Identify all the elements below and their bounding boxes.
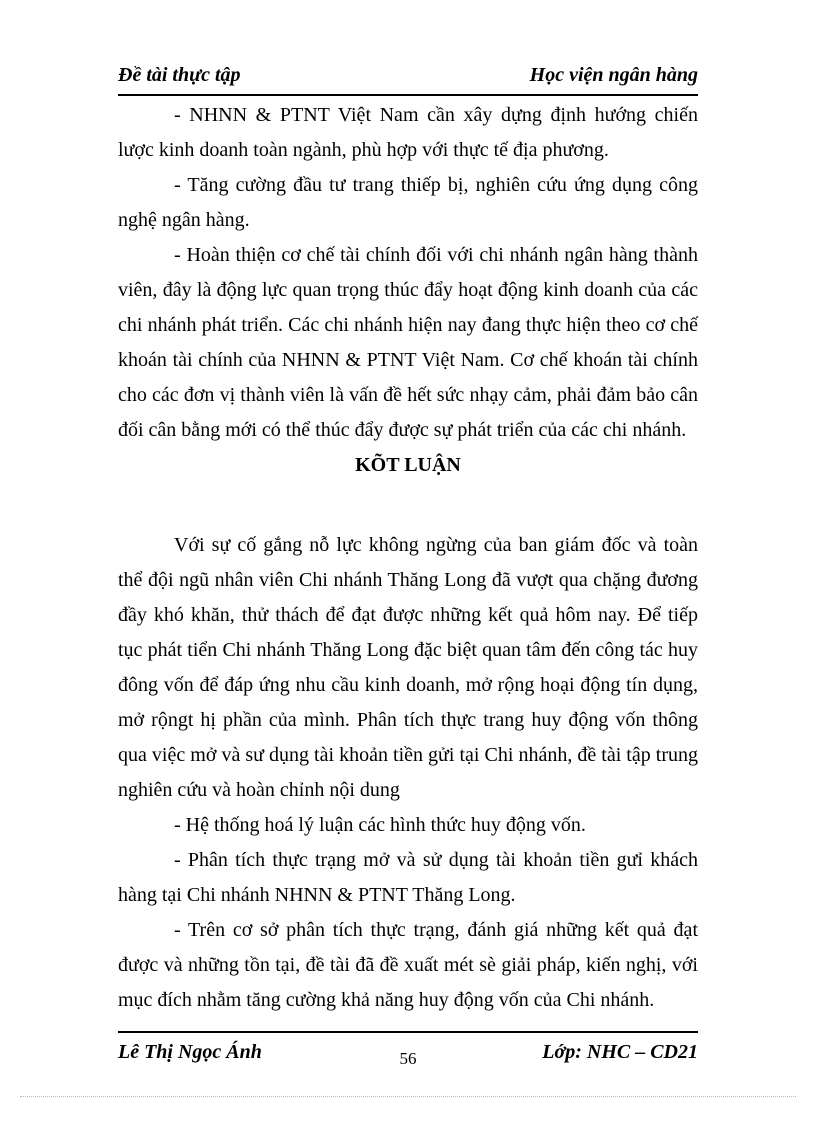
body-paragraph: - NHNN & PTNT Việt Nam cần xây dựng định hướng chiến lược kinh doanh toàn ngành, phù hợp với thực tế địa phương. xyxy=(118,104,698,161)
conclusion-item: - Hệ thống hoá lý luận các hình thức huy động vốn. xyxy=(174,814,586,836)
body-text xyxy=(118,98,698,1018)
body-paragraph: - Tăng cường đầu tư trang thiếp bị, nghiên cứu ứng dụng công nghệ ngân hàng. xyxy=(118,174,698,231)
header-thesis-label: Đề tài thực tập xyxy=(118,64,241,86)
conclusion-item: - Phân tích thực trạng mở và sử dụng tài khoản tiền gưỉ khách hàng tại Chi nhánh NHNN & PTNT Thăng Long. xyxy=(118,849,698,906)
page-number: 56 xyxy=(399,1049,417,1068)
page-header xyxy=(118,64,698,96)
spacer xyxy=(118,496,698,528)
conclusion-heading: KÕT LUẬN xyxy=(355,454,461,476)
body-paragraph: - Hoàn thiện cơ chế tài chính đối với chi nhánh ngân hàng thành viên, đây là động lực quan trọng thúc đẩy hoạt động kinh doanh của các chi nhánh phát triển. Các chi nhánh hiện nay đang thực hiện theo cơ chế khoán tài chính của NHNN & PTNT Việt Nam. Cơ chế khoán tài chính cho các đơn vị thành viên là vấn đề hết sức nhạy cảm, phải đảm bảo cân đối cân bằng mới có thể thúc đẩy được sự phát triển của các chi nhánh. xyxy=(118,244,698,441)
footer-author: Lê Thị Ngọc Ánh xyxy=(118,1041,262,1063)
footer-class: Lớp: NHC – CD21 xyxy=(542,1041,698,1063)
bottom-divider xyxy=(20,1096,796,1097)
page-footer xyxy=(118,1031,698,1073)
header-institution: Học viện ngân hàng xyxy=(529,64,698,86)
conclusion-item: - Trên cơ sở phân tích thực trạng, đánh giá những kết quả đạt được và những tồn tại, đề tài đã đề xuất mét sè giải pháp, kiến nghị, với mục đích nhằm tăng cường khả năng huy động vốn của Chi nhánh. xyxy=(118,919,698,1011)
conclusion-intro: Với sự cố gắng nỗ lực không ngừng của ban giám đốc và toàn thể đội ngũ nhân viên Chi nhánh Thăng Long đã vượt qua chặng đương đầy khó khăn, thử thách để đạt được những kết quả hôm nay. Để tiếp tục phát tiển Chi nhánh Thăng Long đặc biệt quan tâm đến công tác huy đông vốn để đáp ứng nhu cầu kinh doanh, mở rộng hoại động tín dụng, mở rộngt hị phần của mình. Phân tích thực trang huy động vốn thông qua việc mở và sư dụng tài khoản tiền gửi tại Chi nhánh, đề tài tập trung nghiên cứu và hoàn chỉnh nội dung xyxy=(118,534,698,801)
